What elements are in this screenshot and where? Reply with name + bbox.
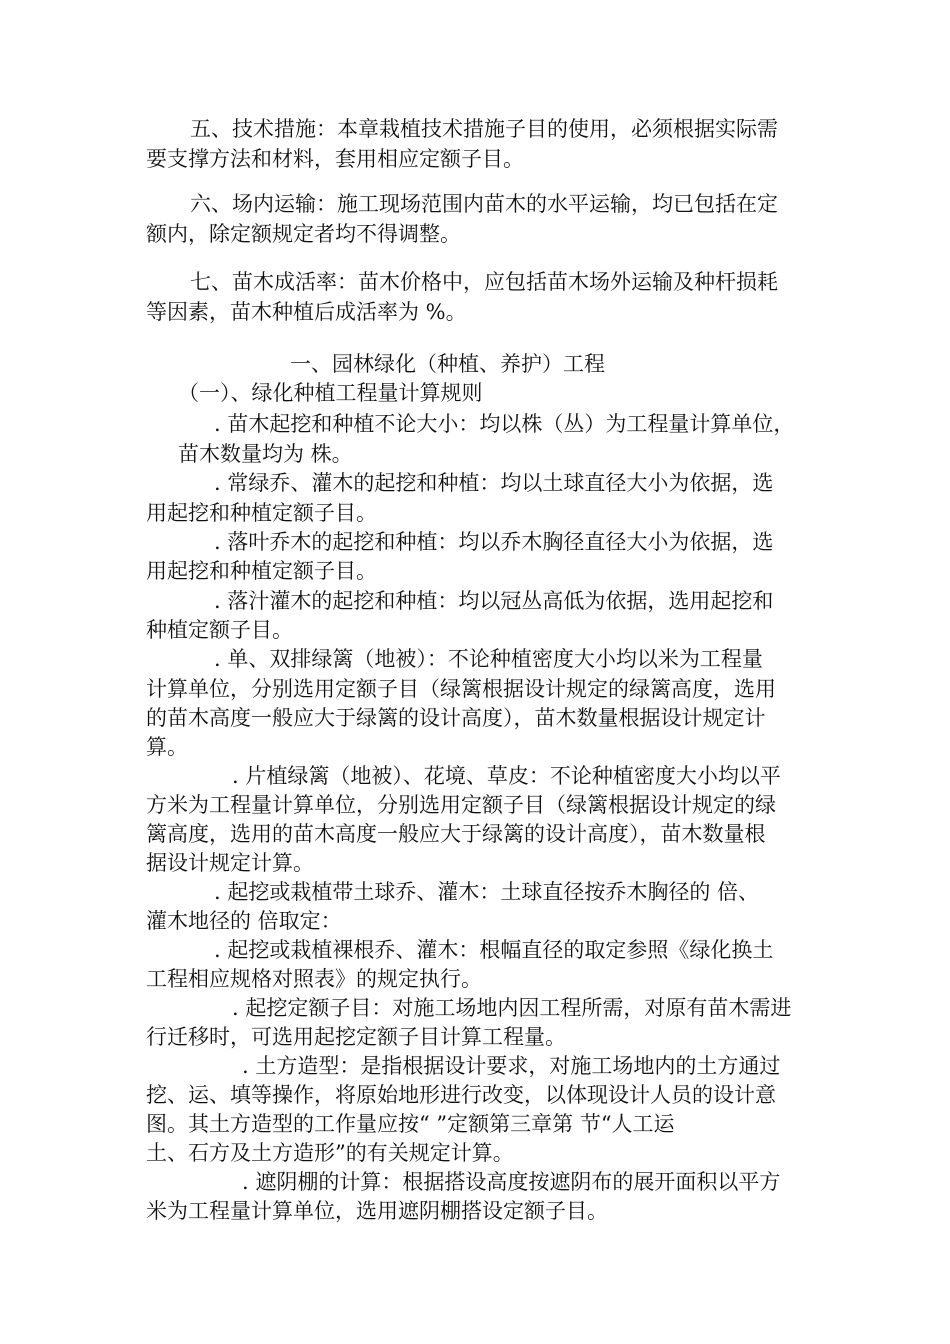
text-line: 行迁移时，可选用起挖定额子目计算工程量。	[146, 1025, 566, 1049]
text-line: 算。	[146, 735, 188, 759]
text-line: . 片植绿篱（地被）、花境、草皮：不论种植密度大小均以平	[232, 764, 781, 788]
text-line: 等因素，苗木种植后成活率为 %。	[146, 300, 467, 324]
text-line: 种植定额子目。	[146, 618, 293, 642]
text-line: 要支撑方法和材料，套用相应定额子目。	[146, 147, 524, 171]
text-line: . 单、双排绿篱（地被）：不论种植密度大小均以米为工程量	[214, 647, 763, 671]
text-line: 的苗木高度一般应大于绿篱的设计高度），苗木数量根据设计规定计	[146, 706, 766, 730]
text-line: 米为工程量计算单位，选用遮阴棚搭设定额子目。	[146, 1199, 608, 1223]
text-line: 计算单位，分别选用定额子目（绿篱根据设计规定的绿篱高度，选用	[146, 677, 776, 701]
text-line: 据设计规定计算。	[146, 851, 314, 875]
text-line: 灌木地径的 倍取定：	[146, 909, 342, 933]
text-line: . 土方造型：是指根据设计要求，对施工场地内的土方通过	[242, 1054, 781, 1078]
text-line: 土、石方及土方造形”的有关规定计算。	[146, 1141, 514, 1165]
text-line: 图。其土方造型的工作量应按“ ”定额第三章第 节“人工运	[146, 1112, 675, 1136]
text-line: . 落汁灌木的起挖和种植：均以冠丛高低为依据，选用起挖和	[214, 589, 774, 613]
text-line: . 起挖定额子目：对施工场地内因工程所需，对原有苗木需进	[232, 996, 792, 1020]
subsection-heading: （一）、绿化种植工程量计算规则	[178, 381, 483, 405]
text-line: . 遮阴棚的计算：根据搭设高度按遮阴布的展开面积以平方	[242, 1170, 781, 1194]
text-line: 七、苗木成活率：苗木价格中，应包括苗木场外运输及种杆损耗	[190, 270, 778, 294]
text-line: . 起挖或栽植带土球乔、灌木：土球直径按乔木胸径的 倍、	[214, 880, 760, 904]
text-line: . 苗木起挖和种植不论大小：均以株（丛）为工程量计算单位，	[214, 412, 795, 436]
section-heading: 一、园林绿化（种植、养护）工程	[290, 352, 605, 376]
text-line: 六、场内运输：施工现场范围内苗木的水平运输，均已包括在定	[190, 192, 778, 216]
text-line: . 落叶乔木的起挖和种植：均以乔木胸径直径大小为依据，选	[214, 530, 774, 554]
text-line: 用起挖和种植定额子目。	[146, 559, 377, 583]
text-line: 苗木数量均为 株。	[178, 442, 353, 466]
text-line: 五、技术措施：本章栽植技术措施子目的使用，必须根据实际需	[190, 117, 778, 141]
text-line: . 常绿乔、灌木的起挖和种植：均以土球直径大小为依据，选	[214, 471, 774, 495]
text-line: 挖、运、填等操作，将原始地形进行改变，以体现设计人员的设计意	[146, 1083, 776, 1107]
text-line: 工程相应规格对照表》的规定执行。	[146, 967, 482, 991]
text-line: 方米为工程量计算单位，分别选用定额子目（绿篱根据设计规定的绿	[146, 793, 776, 817]
text-line: . 起挖或栽植裸根乔、灌木：根幅直径的取定参照《绿化换土	[214, 938, 774, 962]
text-line: 用起挖和种植定额子目。	[146, 501, 377, 525]
text-line: 篱高度，选用的苗木高度一般应大于绿篱的设计高度），苗木数量根	[146, 822, 766, 846]
text-line: 额内，除定额规定者均不得调整。	[146, 222, 461, 246]
